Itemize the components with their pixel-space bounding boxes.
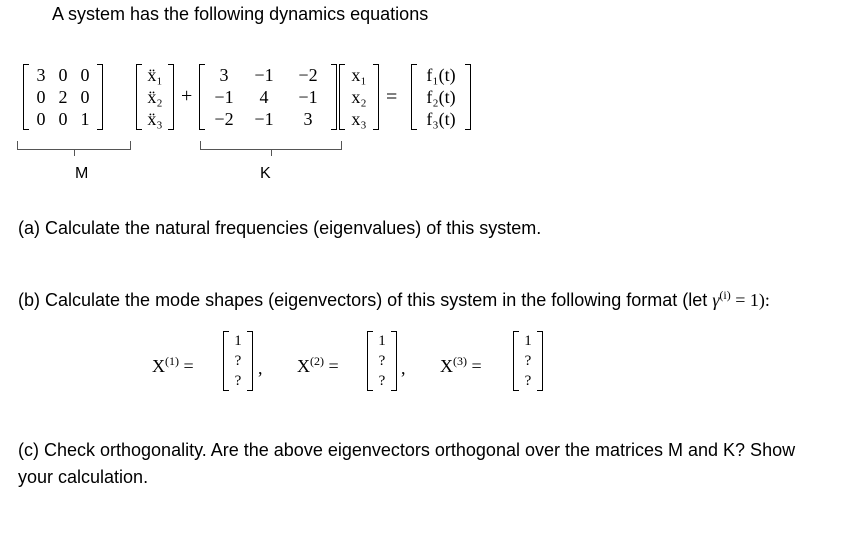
eigenvector-entry: ? xyxy=(378,353,386,369)
label-M: M xyxy=(75,165,89,182)
comma: , xyxy=(258,358,263,378)
x-entry: x₂ xyxy=(351,87,367,107)
force-vector xyxy=(418,64,464,130)
eigenvector-entry: 1 xyxy=(524,333,532,349)
x-entry: x₁ xyxy=(351,65,367,85)
m-cell: 2 xyxy=(58,87,68,107)
eigenvector-3 xyxy=(520,331,536,391)
eigenvector-label: $X^{(1)}$ = xyxy=(152,354,194,376)
m-cell: 0 xyxy=(58,65,68,85)
xddot-entry: ẍ₁ xyxy=(147,65,163,85)
eigenvector-1 xyxy=(230,331,246,391)
part-a-question: (a) Calculate the natural frequencies (eigenvalues) of this system. xyxy=(18,218,542,238)
m-cell: 0 xyxy=(80,87,90,107)
eigenvector-entry: 1 xyxy=(234,333,242,349)
comma: , xyxy=(401,358,406,378)
eigenvector-label: $X^{(2)}$ = xyxy=(297,354,339,376)
eigenvector-entry: ? xyxy=(234,353,242,369)
eigenvector-2 xyxy=(374,331,390,391)
gamma-superscript: (i) xyxy=(719,288,731,302)
k-cell: 3 xyxy=(219,65,229,85)
part-c-line-2: your calculation. xyxy=(18,467,149,487)
acceleration-vector xyxy=(143,64,167,130)
m-cell: 0 xyxy=(80,65,90,85)
f-entry: f₂(t) xyxy=(426,87,456,107)
k-cell: −1 xyxy=(254,109,274,129)
m-cell: 0 xyxy=(58,109,68,129)
mass-underbrace xyxy=(17,141,131,150)
stiffness-matrix xyxy=(206,64,330,130)
m-cell: 0 xyxy=(36,109,46,129)
eigenvector-entry: ? xyxy=(378,373,386,389)
m-cell: 1 xyxy=(80,109,90,129)
f-entry: f₃(t) xyxy=(426,109,456,129)
plus-sign: + xyxy=(181,85,193,107)
xddot-entry: ẍ₃ xyxy=(147,109,163,129)
k-cell: −1 xyxy=(254,65,274,85)
eigenvector-entry: ? xyxy=(524,353,532,369)
k-cell: 3 xyxy=(303,109,313,129)
part-c-question xyxy=(18,437,855,491)
part-b-text: (b) Calculate the mode shapes (eigenvectors) of this system in the following format (let xyxy=(18,290,713,310)
xddot-entry: ẍ₂ xyxy=(147,87,163,107)
part-b-tail: = 1): xyxy=(730,290,770,310)
m-cell: 3 xyxy=(36,65,46,85)
gamma-symbol: γ xyxy=(712,290,720,310)
k-cell: −2 xyxy=(214,109,234,129)
eigenvector-label: $X^{(3)}$ = xyxy=(440,354,482,376)
k-cell: 4 xyxy=(259,87,269,107)
part-b-question xyxy=(18,288,770,311)
k-cell: −1 xyxy=(214,87,234,107)
label-K: K xyxy=(260,165,271,182)
x-entry: x₃ xyxy=(351,109,367,129)
f-entry: f₁(t) xyxy=(426,65,456,85)
eigenvector-entry: ? xyxy=(234,373,242,389)
mass-matrix xyxy=(30,64,96,130)
part-c-line-1: (c) Check orthogonality. Are the above eigenvectors orthogonal over the matrices M and K? Show xyxy=(18,440,796,460)
stiffness-underbrace xyxy=(200,141,342,150)
k-cell: −1 xyxy=(298,87,318,107)
k-cell: −2 xyxy=(298,65,318,85)
displacement-vector xyxy=(346,64,372,130)
eigenvector-entry: ? xyxy=(524,373,532,389)
equals-sign: = xyxy=(386,86,398,108)
problem-intro: A system has the following dynamics equations xyxy=(52,4,429,24)
m-cell: 0 xyxy=(36,87,46,107)
eigenvector-entry: 1 xyxy=(378,333,386,349)
